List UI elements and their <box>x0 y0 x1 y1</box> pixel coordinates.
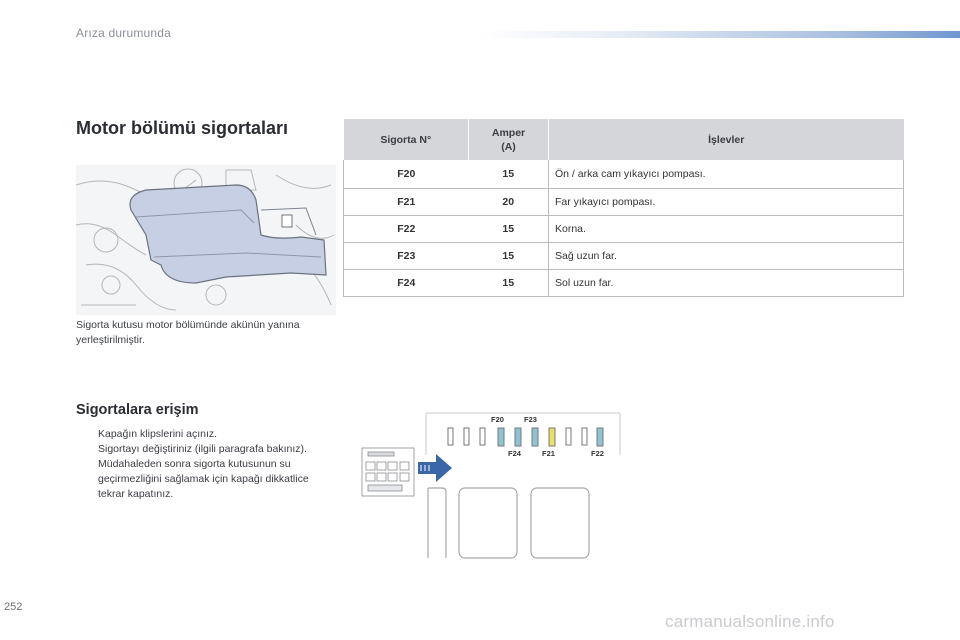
step-text: Kapağın klipslerini açınız. <box>98 428 218 440</box>
fuse-box-diagram <box>360 410 630 560</box>
watermark: carmanualsonline.info <box>665 612 835 631</box>
label-f22: F22 <box>591 449 604 458</box>
access-title: Sigortalara erişim <box>76 402 199 418</box>
header-gradient-bar <box>478 31 960 38</box>
step-text: Müdahaleden sonra sigorta kutusunun su geçirmezliğini sağlamak için kapağı dikkatlice tekrar kapatınız. <box>98 458 309 500</box>
fuse-f21-icon <box>549 428 555 446</box>
fuse-amperage: 15 <box>469 215 549 242</box>
table-row <box>344 188 904 215</box>
fuse-box-location-caption: Sigorta kutusu motor bölümünde akünün yanına yerleştirilmiştir. <box>76 319 300 346</box>
fuse-f23-icon <box>532 428 538 446</box>
fuse-function: Korna. <box>549 215 904 242</box>
page-number: 252 <box>4 601 23 613</box>
label-f20: F20 <box>491 415 504 424</box>
label-f21: F21 <box>542 449 555 458</box>
fuse-amperage: 15 <box>469 242 549 269</box>
column-header-fuse <box>344 119 469 160</box>
table-row <box>344 269 904 296</box>
list-item <box>76 442 336 457</box>
fuse-function: Ön / arka cam yıkayıcı pompası. <box>549 160 904 188</box>
label-f24: F24 <box>508 449 521 458</box>
fuse-f24-icon <box>515 428 521 446</box>
fuse-number: F23 <box>344 242 469 269</box>
list-item <box>76 457 336 502</box>
fuse-number: F21 <box>344 188 469 215</box>
table-row <box>344 160 904 188</box>
fuse-function: Far yıkayıcı pompası. <box>549 188 904 215</box>
fuse-amperage: 15 <box>469 160 549 188</box>
fuse-f22-icon <box>597 428 603 446</box>
fuse-number: F24 <box>344 269 469 296</box>
table-row <box>344 242 904 269</box>
header-label: Sigorta N° <box>380 133 432 146</box>
column-header-amp <box>469 119 549 160</box>
section-title: Motor bölümü sigortaları <box>76 118 289 138</box>
fuse-number: F22 <box>344 215 469 242</box>
fuse-amperage: 15 <box>469 269 549 296</box>
engine-bay-drawing <box>76 165 336 315</box>
chapter-title: Arıza durumunda <box>76 26 172 40</box>
fuse-amperage: 20 <box>469 188 549 215</box>
fuse-number: F20 <box>344 160 469 188</box>
arrow-right-icon <box>418 454 452 482</box>
label-f23: F23 <box>524 415 537 424</box>
header-label: Amper (A) <box>491 126 526 153</box>
fuse-layout-drawing <box>360 410 630 560</box>
table-row <box>344 215 904 242</box>
fuse-table <box>343 119 904 297</box>
step-text: Sigortayı değiştiriniz (ilgili paragrafa bakınız). <box>98 443 307 455</box>
engine-bay-illustration <box>76 165 336 315</box>
access-steps <box>76 427 336 502</box>
table-header-row <box>344 119 904 160</box>
fuse-f20-icon <box>498 428 504 446</box>
fuse-box-miniature-icon <box>362 448 414 496</box>
fuse-function: Sağ uzun far. <box>549 242 904 269</box>
fuse-function: Sol uzun far. <box>549 269 904 296</box>
column-header-functions: İşlevler <box>549 119 904 160</box>
list-item <box>76 427 336 442</box>
